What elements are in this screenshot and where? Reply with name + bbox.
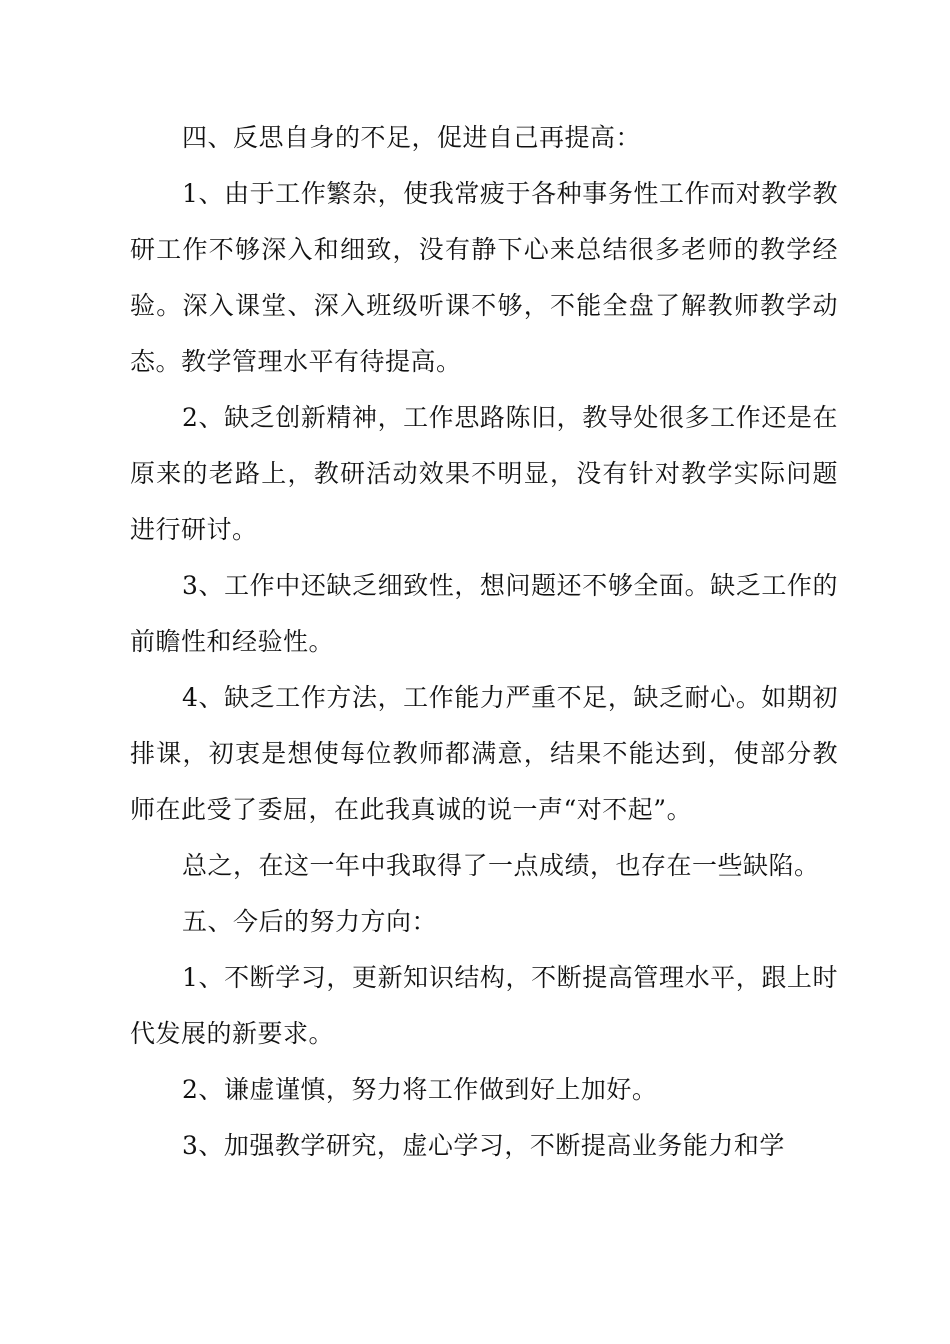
paragraph-item-2: 2、缺乏创新精神，工作思路陈旧，教导处很多工作还是在原来的老路上，教研活动效果不明显，没有针对教学实际问题进行研讨。	[130, 403, 838, 544]
document-body	[130, 110, 838, 1174]
paragraph-item-4: 4、缺乏工作方法，工作能力严重不足，缺乏耐心。如期初排课，初衷是想使每位教师都满意，结果不能达到，使部分教师在此受了委屈，在此我真诚的说一声“对不起”。	[130, 683, 838, 824]
paragraph-goal-2: 2、谦虚谨慎，努力将工作做到好上加好。	[182, 1075, 658, 1104]
paragraph-summary: 总之，在这一年中我取得了一点成绩，也存在一些缺陷。	[182, 851, 820, 880]
paragraph-section-five-heading: 五、今后的努力方向：	[182, 907, 438, 936]
paragraph-goal-3: 3、加强教学研究，虚心学习，不断提高业务能力和学	[182, 1131, 785, 1160]
paragraph-goal-1: 1、不断学习，更新知识结构，不断提高管理水平，跟上时代发展的新要求。	[130, 963, 838, 1048]
paragraph-section-four-heading: 四、反思自身的不足，促进自己再提高：	[182, 123, 642, 152]
paragraph-item-1: 1、由于工作繁杂，使我常疲于各种事务性工作而对教学教研工作不够深入和细致，没有静下心来总结很多老师的教学经验。深入课堂、深入班级听课不够，不能全盘了解教师教学动态。教学管理水平有待提高。	[130, 179, 838, 376]
paragraph-item-3: 3、工作中还缺乏细致性，想问题还不够全面。缺乏工作的前瞻性和经验性。	[130, 571, 838, 656]
